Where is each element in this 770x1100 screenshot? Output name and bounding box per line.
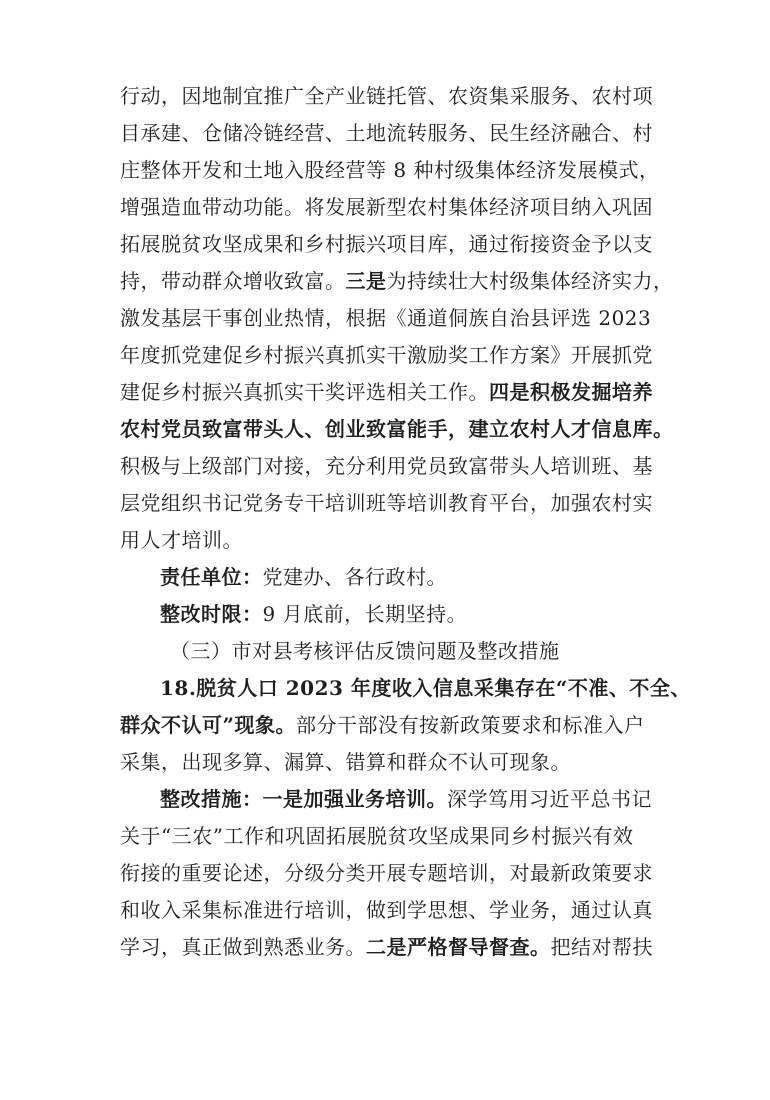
document-page	[120, 78, 691, 966]
text-line	[120, 263, 674, 300]
text-line	[120, 929, 670, 966]
text-line	[120, 226, 670, 263]
text-line	[120, 152, 670, 189]
text-line	[120, 781, 670, 818]
text-line	[120, 855, 670, 892]
text-segment: 年度抓党建促乡村振兴真抓实干激励奖工作方案》开展抓党	[120, 343, 653, 367]
text-segment: 学习，真正做到熟悉业务。	[120, 935, 366, 959]
text-line	[120, 78, 670, 115]
text-segment: 积极与上级部门对接，充分利用党员致富带头人培训班、基	[120, 454, 653, 478]
text-line	[120, 818, 670, 855]
text-segment: 增强造血带动功能。将发展新型农村集体经济项目纳入巩固	[120, 195, 653, 219]
text-segment: 建促乡村振兴真抓实干奖评选相关工作。	[120, 380, 489, 404]
text-segment: 9 月底前，长期坚持。	[262, 602, 468, 626]
bold-text-segment: 三是	[345, 269, 387, 293]
text-line	[120, 300, 670, 337]
text-segment: 行动，因地制宜推广全产业链托管、农资集采服务、农村项	[120, 84, 653, 108]
text-segment: 把结对帮扶	[550, 935, 653, 959]
text-line	[120, 559, 670, 596]
bold-text-segment: 四是积极发掘培养	[489, 380, 653, 404]
bold-text-segment: 18.脱贫人口 2023 年度收入信息采集存在“不准、不全、	[160, 676, 691, 700]
text-line	[120, 596, 670, 633]
text-line	[120, 189, 670, 226]
text-segment: 层党组织书记党务专干培训班等培训教育平台，加强农村实	[120, 491, 653, 515]
text-segment: 党建办、各行政村。	[262, 565, 447, 589]
bold-text-segment: 二是严格督导督查。	[366, 935, 551, 959]
text-segment: 采集，出现多算、漏算、错算和群众不认可现象。	[120, 750, 571, 774]
text-segment: （三）市对县考核评估反馈问题及整改措施	[170, 639, 560, 663]
text-line	[120, 448, 670, 485]
text-segment: 用人才培训。	[120, 528, 243, 552]
text-segment: 激发基层干事创业热情，根据《通道侗族自治县评选 2023	[120, 306, 652, 330]
bold-text-segment: 整改措施：一是加强业务培训。	[160, 787, 447, 811]
text-line	[120, 744, 670, 781]
text-line	[120, 707, 670, 744]
text-segment: 庄整体开发和土地入股经营等 8 种村级集体经济发展模式，	[120, 158, 660, 182]
bold-text-segment: 农村党员致富带头人、创业致富能手，建立农村人才信息库。	[120, 417, 674, 441]
bold-text-segment: 整改时限：	[160, 602, 263, 626]
text-segment: 持，带动群众增收致富。	[120, 269, 346, 293]
text-segment: 部分干部没有按新政策要求和标准入户	[296, 713, 645, 737]
text-segment: 为持续壮大村级集体经济实力，	[386, 269, 674, 293]
section-heading	[120, 633, 670, 670]
text-line	[120, 522, 670, 559]
text-line	[120, 411, 674, 448]
text-segment: 和收入采集标准进行培训，做到学思想、学业务，通过认真	[120, 898, 653, 922]
text-line	[120, 374, 670, 411]
bold-text-segment: 群众不认可”现象。	[120, 713, 297, 737]
text-line	[120, 892, 670, 929]
text-line	[120, 337, 670, 374]
text-line	[120, 115, 670, 152]
text-segment: 关于“三农”工作和巩固拓展脱贫攻坚成果同乡村振兴有效	[120, 824, 634, 848]
text-segment: 深学笃用习近平总书记	[447, 787, 652, 811]
text-segment: 拓展脱贫攻坚成果和乡村振兴项目库，通过衔接资金予以支	[120, 232, 653, 256]
text-line	[120, 485, 670, 522]
bold-text-segment: 责任单位：	[160, 565, 263, 589]
text-segment: 目承建、仓储冷链经营、土地流转服务、民生经济融合、村	[120, 121, 653, 145]
text-line	[120, 670, 691, 707]
text-segment: 衔接的重要论述，分级分类开展专题培训，对最新政策要求	[120, 861, 653, 885]
